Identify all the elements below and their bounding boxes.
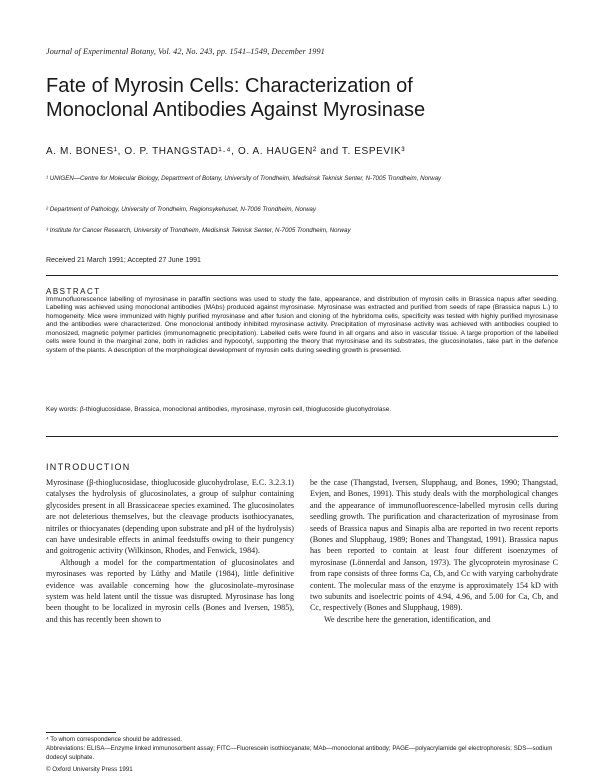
footnote-correspondence: ⁴ To whom correspondence should be addressed. bbox=[46, 736, 183, 743]
divider-bottom bbox=[46, 436, 558, 437]
keywords: Key words: β-thioglucosidase, Brassica, monoclonal antibodies, myrosinase, myrosin cell, thioglucoside glucohydrolase. bbox=[46, 406, 392, 413]
abstract-text: Immunofluorescence labelling of myrosinase in paraffin sections was used to study the fate, appearance, and distribution of myrosin cells in Brassica napus after seeding. Labelling was achieved using monoclonal antibodies (MAbs) produced against myrosinase. Myrosinase was extracted and purified from seeds of rape (Brassica napus L.) to homogeneity. Mice were immunized with highly purified myrosinase and after fusion and cloning of the hybridoma cells, specificity was tested with highly purified myrosinase and the antibodies were characterized. One monoclonal antibody inhibited myrosinase activity. Precipitation of myrosinase activity was achieved with antibodies coupled to monosized, magnetic polymer particles (immunomagnetic precipitation). Labelled cells were found in all organs and also in vascular tissue. A large proportion of the labelled cells were found in the marginal zone, both in radicles and hypocotyl, supporting the theory that myrosinase and its substrates, the glucosinolates, take part in the defence system of the plants. A description of the morphological development of myrosin cells during seedling growth is presented. bbox=[46, 296, 558, 354]
affiliation-2: ² Department of Pathology, University of Trondheim, Regionsykehuset, N-7006 Trondheim, Norway bbox=[46, 206, 316, 213]
paragraph: We describe here the generation, identification, and bbox=[324, 614, 491, 624]
left-column bbox=[46, 477, 294, 625]
paragraph: Although a model for the compartmentation of glucosinolates and myrosinases was reported by Lüthy and Matile (1984), little definitive evidence was available concerning how the glucosinolate–myrosinase system was held latent until the tissue was disrupted. Myrosinase has long been thought to be localized in myrosin cells (Bones and Iversen, 1985), and this has recently been shown to bbox=[46, 557, 294, 624]
article-title bbox=[46, 74, 566, 122]
author-list: A. M. BONES¹, O. P. THANGSTAD¹·⁴, O. A. HAUGEN² and T. ESPEVIK³ bbox=[46, 146, 406, 157]
title-line-1: Fate of Myrosin Cells: Characterization of bbox=[46, 75, 413, 97]
journal-citation: Journal of Experimental Botany, Vol. 42, No. 243, pp. 1541–1549, December 1991 bbox=[46, 47, 325, 56]
received-dates: Received 21 March 1991; Accepted 27 June 1991 bbox=[46, 257, 201, 264]
section-heading-introduction: INTRODUCTION bbox=[46, 462, 131, 472]
right-column bbox=[310, 477, 558, 625]
copyright-notice: © Oxford University Press 1991 bbox=[46, 766, 133, 773]
paragraph: Myrosinase (β-thioglucosidase, thioglucoside glucohydrolase, E.C. 3.2.3.1) catalyses the hydrolysis of glucosinolates, a group of sulphur containing glycosides present in all Brassicaceae species examined. The glucosinolates are not deleterious themselves, but the cleavage products isothiocyanates, nitriles or thiocyanates (depending upon substrate and pH of the hydrolysis) can have undesirable effects in animal feedstuffs owing to their pungency and goitrogenic activity (Wilkinson, Rhodes, and Fenwick, 1984). bbox=[46, 478, 294, 556]
paragraph: be the case (Thangstad, Iversen, Slupphaug, and Bones, 1990; Thangstad, Evjen, and Bones, 1991). This study deals with the morphological changes and the appearance of immunofluorescence-labelled myrosin cells during seedling growth. The purification and characterization of myrosinase from seeds of Brassica napus and Sinapis alba are reported in two recent reports (Bones and Slupphaug, 1989; Bones and Thangstad, 1991). Brassica napus has been reported to contain at least four different isoenzymes of myrosinase (Lönnerdal and Janson, 1973). The glycoprotein myrosinase C from rape consists of three forms Ca, Cb, and Cc with varying carbohydrate content. The molecular mass of the enzyme is approximately 154 kD with two subunits and isoelectric points of 4.94, 4.96, and 5.00 for Ca, Cb, and Cc, respectively (Bones and Slupphaug, 1989). bbox=[310, 478, 558, 613]
footnote-rule bbox=[46, 732, 116, 733]
affiliation-3: ³ Institute for Cancer Research, University of Trondheim, Medisinsk Teknisk Senter, N-7005 Trondheim, Norway bbox=[46, 227, 351, 234]
title-line-2: Monoclonal Antibodies Against Myrosinase bbox=[46, 99, 426, 121]
footnote-abbreviations: Abbreviations: ELISA—Enzyme linked immunosorbent assay; FITC—Fluorescein isothiocyanate; MAb—monoclonal antibody; PAGE—polyacrylamide gel electrophoresis; SDS—sodium dodecyl sulphate. bbox=[46, 745, 553, 761]
affiliation-1: ¹ UNIGEN—Centre for Molecular Biology, Department of Botany, University of Trondheim, Medisinsk Teknisk Senter, N-7005 Trondheim, Norway bbox=[46, 175, 442, 182]
divider-top bbox=[46, 275, 558, 276]
abstract-heading: ABSTRACT bbox=[46, 287, 101, 296]
